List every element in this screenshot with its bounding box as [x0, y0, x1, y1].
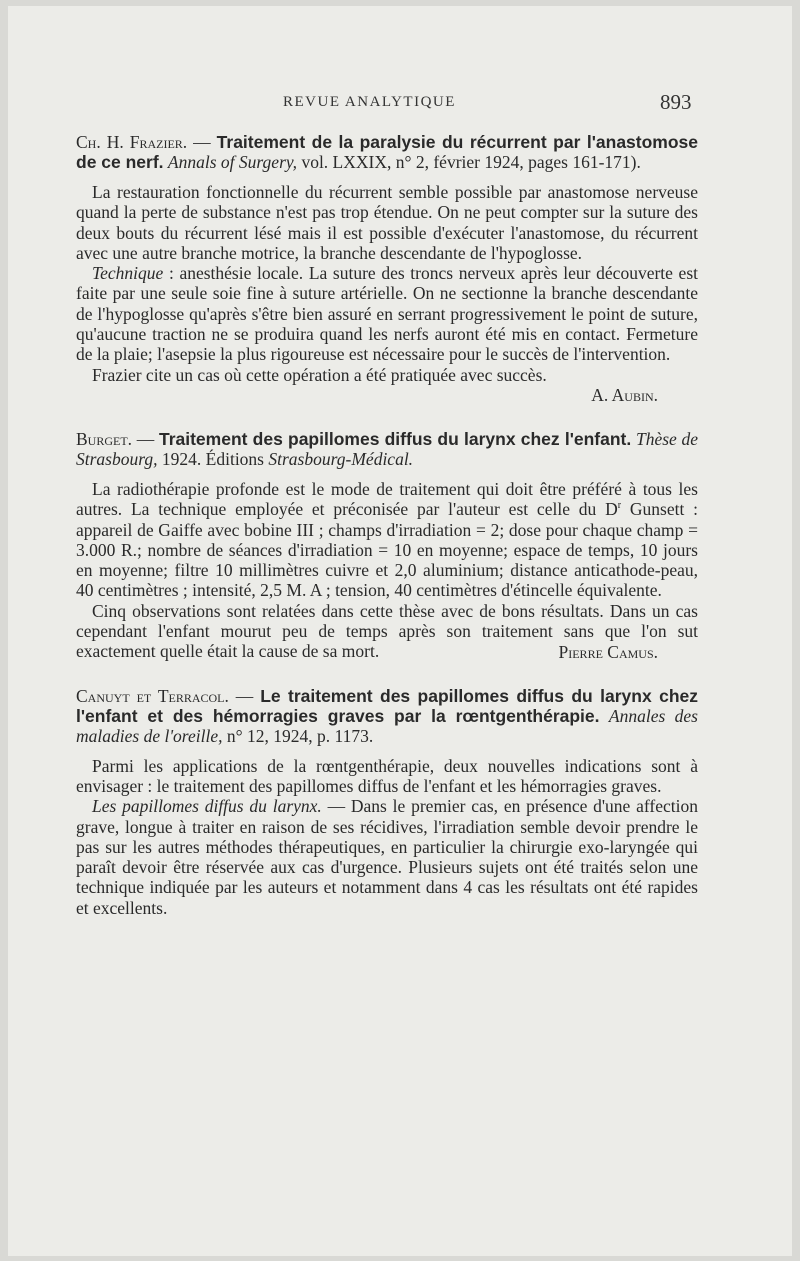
article-source: Thèse de Strasbourg,	[76, 428, 699, 469]
heading-dash: —	[228, 685, 261, 706]
article-author: Canuyt et Terracol.	[76, 685, 229, 706]
article-heading	[76, 429, 698, 469]
article-frazier	[76, 132, 698, 405]
article-burget	[76, 429, 698, 662]
page-content	[76, 132, 698, 918]
article-heading	[76, 686, 698, 746]
running-title: REVUE ANALYTIQUE	[283, 94, 456, 110]
article-paragraph	[76, 479, 698, 601]
article-title: Traitement des papillomes diffus du larynx chez l'enfant.	[158, 428, 632, 449]
paragraph-text: : anesthésie locale. La suture des troncs nerveux après leur découverte est faite par une seule soie fine à suture artérielle. On ne sectionne la branche descendante de l'hypoglosse qu'après s'être bien assuré en serrant progressivement le point de suture, qu'aucune traction ne se produira quand les nerfs auront été mis en contact. Fermeture de la plaie; l'asepsie la plus rigoureuse est nécessaire pour le succès de l'intervention.	[76, 263, 698, 365]
article-title: Le traitement des papillomes diffus du larynx chez l'enfant et des hémorragies graves par la rœntgenthérapie.	[76, 685, 698, 726]
paragraph-text: — Dans le premier cas, en présence d'une affection grave, longue à traiter en raison de ses récidives, l'irradiation semble devoir prendre le pas sur les autres méthodes thérapeutiques, en particulier la chirurgie exo-laryngée qui paraît devoir être réservée aux cas d'urgence. Plusieurs sujets ont été traités selon une technique indiquée par les auteurs et notamment dans 4 cas les résultats ont été rapides et excellents.	[76, 796, 698, 918]
superscript: r	[617, 500, 622, 512]
paragraph-lead: Technique	[92, 263, 164, 284]
article-source: Annales des maladies de l'oreille,	[76, 705, 698, 746]
heading-dash: —	[187, 132, 217, 152]
article-paragraph: La restauration fonctionnelle du récurrent semble possible par anastomose nerveuse quand la perte de substance n'est pas trop étendue. On ne peut compter sur la suture des deux bouts du récurrent lésé mais il est possible d'exécuter l'anastomose, du récurrent avec une autre branche motrice, la branche descendante de l'hypoglosse.	[76, 182, 698, 263]
paragraph-lead: Les papillomes diffus du larynx.	[92, 796, 322, 817]
article-signature	[76, 385, 698, 405]
article-paragraph: Frazier cite un cas où cette opération a été pratiquée avec succès.	[92, 364, 547, 385]
article-paragraph: Parmi les applications de la rœntgenthérapie, deux nouvelles indications sont à envisager : le traitement des papillomes diffus de l'enfant et les hémorragies graves.	[76, 755, 698, 796]
article-paragraph	[76, 263, 698, 364]
paragraph-text: Gunsett : appareil de Gaiffe avec bobine III ; champs d'irradiation = 2; dose pour chaque champ = 3.000 R.; nombre de séances d'irradiation = 10 en moyenne; espace de temps, 10 jours en moyenne; filtre 10 millimètres cuivre et 2,0 aluminium; distance anticathode-peau, 40 centimètres ; intensité, 2,5 M. A ; tension, 40 centimètres d'étincelle équivalente.	[76, 499, 698, 601]
signature-name: A. Aubin.	[591, 384, 658, 405]
heading-dash: —	[132, 428, 159, 449]
article-heading	[76, 132, 698, 172]
signature-name: Pierre Camus.	[558, 641, 658, 662]
article-author: Burget.	[76, 428, 133, 449]
article-canuyt-terracol	[76, 686, 698, 918]
article-details: n° 12, 1924, p. 1173.	[222, 725, 374, 746]
article-title: Traitement de la paralysie du récurrent par l'anastomose de ce nerf.	[76, 132, 699, 172]
article-details: 1924. Éditions	[157, 448, 269, 469]
article-source-publisher: Strasbourg-Médical.	[268, 448, 414, 469]
article-source: Annals of Surgery,	[167, 152, 298, 172]
page-number: 893	[660, 90, 692, 114]
article-paragraph: Cinq observations sont relatées dans cette thèse avec de bons résultats. Dans un cas cependant l'enfant mourut peu de temps après son traitement sans que l'on sut exactement quelle était la cause de sa mort.	[76, 600, 698, 662]
paragraph-text: La radiothérapie profonde est le mode de traitement qui doit être préféré à tous les autres. La technique employée et préconisée par l'auteur est celle du D	[76, 478, 698, 520]
article-details: vol. LXXIX, n° 2, février 1924, pages 161-171).	[297, 152, 641, 172]
page-header	[8, 90, 792, 114]
page	[8, 6, 792, 1256]
article-paragraph	[76, 796, 698, 918]
article-author: Ch. H. Frazier.	[76, 132, 188, 152]
